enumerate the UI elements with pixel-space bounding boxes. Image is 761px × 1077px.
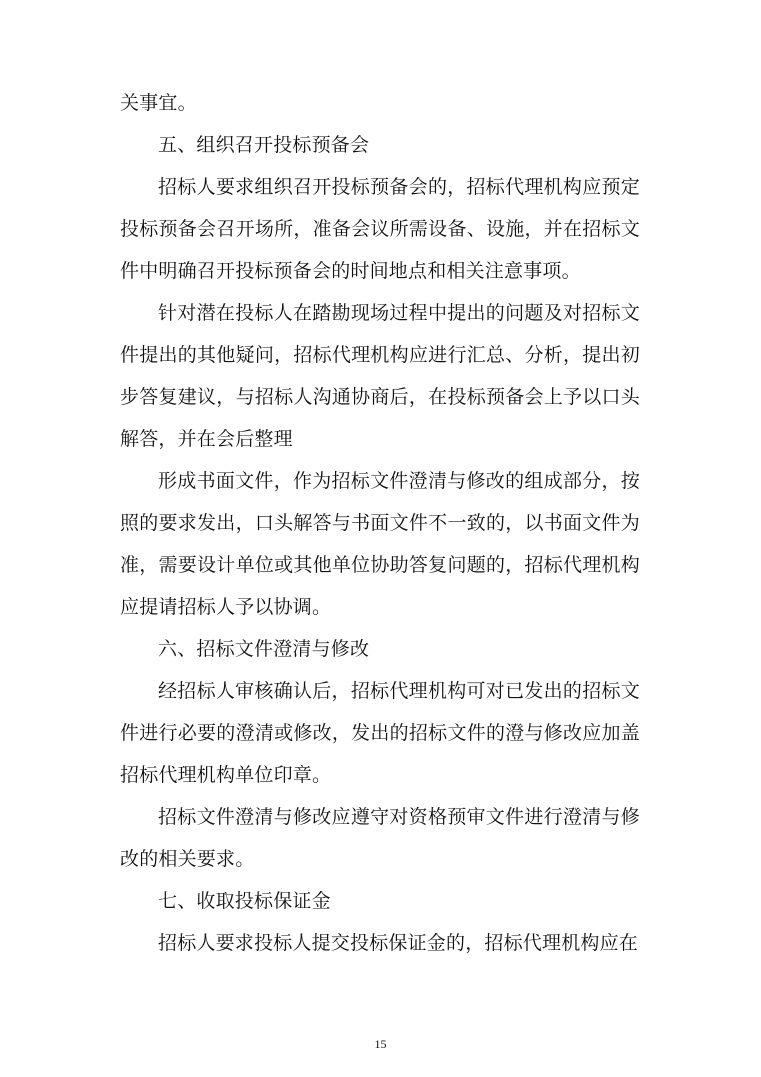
paragraph: 形成书面文件，作为招标文件澄清与修改的组成部分，按照的要求发出，口头解答与书面文件不一致的，以书面文件为准，需要设计单位或其他单位协助答复问题的，招标代理机构应提请招标人予以协调。 <box>120 470 640 618</box>
paragraph: 招标人要求投标人提交投标保证金的，招标代理机构应在 <box>158 932 639 954</box>
paragraph-continuation: 关事宜。 <box>120 92 197 114</box>
paragraph: 针对潜在投标人在踏勘现场过程中提出的问题及对招标文件提出的其他疑问，招标代理机构应进行汇总、分析，提出初步答复建议，与招标人沟通协商后，在投标预备会上予以口头解答，并在会后整理 <box>120 302 640 450</box>
page-number: 15 <box>374 1037 387 1051</box>
section-heading-six: 六、招标文件澄清与修改 <box>158 638 370 660</box>
section-heading-five: 五、组织召开投标预备会 <box>158 134 370 156</box>
paragraph: 招标人要求组织召开投标预备会的，招标代理机构应预定投标预备会召开场所，准备会议所需设备、设施，并在招标文件中明确召开投标预备会的时间地点和相关注意事项。 <box>120 176 640 282</box>
paragraph: 经招标人审核确认后，招标代理机构可对已发出的招标文件进行必要的澄清或修改，发出的招标文件的澄与修改应加盖招标代理机构单位印章。 <box>120 680 640 786</box>
paragraph: 招标文件澄清与修改应遵守对资格预审文件进行澄清与修改的相关要求。 <box>120 806 640 870</box>
section-heading-seven: 七、收取投标保证金 <box>158 890 331 912</box>
document-body <box>120 82 640 964</box>
